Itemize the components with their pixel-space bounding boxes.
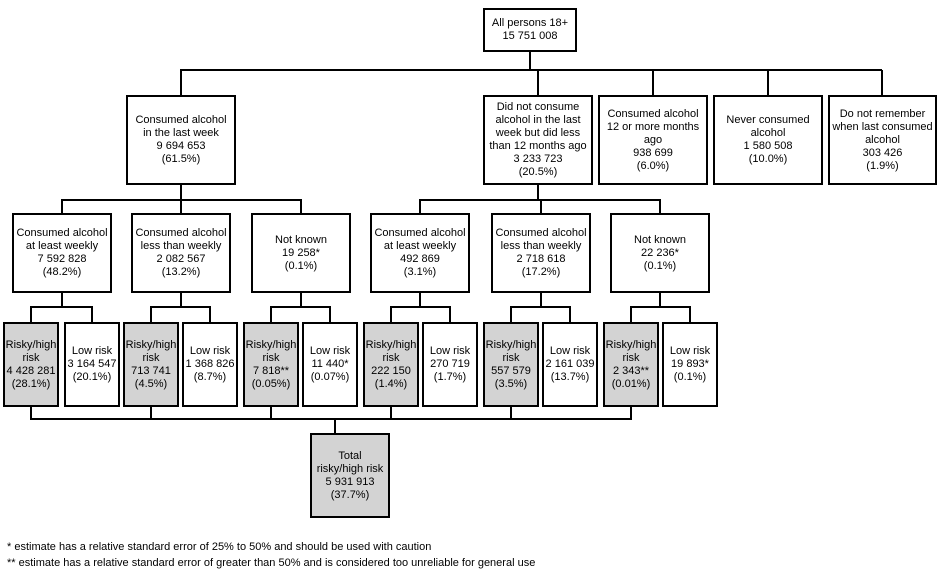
node-all-persons [483, 8, 577, 52]
node-lessweekly-lastweek [131, 213, 231, 293]
node-risky-5 [483, 322, 539, 407]
node-percent: (0.01%) [611, 377, 651, 390]
node-weekly-12months [370, 213, 470, 293]
node-percent: (1.4%) [374, 377, 408, 390]
node-value: 1 580 508 [743, 140, 793, 152]
node-percent: (17.2%) [521, 266, 561, 278]
node-low-6 [662, 322, 718, 407]
node-value: 270 719 [430, 358, 470, 370]
node-percent: (0.1%) [643, 259, 677, 272]
node-value: 1 368 826 [185, 358, 235, 370]
node-value: 7 592 828 [37, 253, 87, 265]
node-percent: (1.7%) [433, 371, 467, 383]
node-label: Risky/high risk [5, 338, 57, 364]
footnote-single-asterisk: * estimate has a relative standard error of 25% to 50% and should be used with caution [7, 541, 432, 553]
node-percent: (13.7%) [550, 371, 590, 383]
node-risky-2 [123, 322, 179, 407]
node-risky-3 [243, 322, 299, 407]
node-low-3 [302, 322, 358, 407]
node-percent: (0.1%) [673, 371, 707, 383]
node-low-1 [64, 322, 120, 407]
node-label: Do not remember when last consumed alcohol [832, 107, 933, 146]
node-label: Low risk [189, 345, 231, 357]
node-do-not-remember [828, 95, 937, 185]
node-risky-4 [363, 322, 419, 407]
node-label: Consumed alcohol at least weekly [374, 227, 466, 252]
node-label: Total risky/high risk [316, 449, 384, 475]
node-percent: (37.7%) [330, 488, 370, 501]
node-percent: (48.2%) [42, 266, 82, 278]
node-total-risky [310, 433, 390, 518]
node-value: 2 082 567 [156, 253, 206, 265]
node-label: Risky/high risk [485, 338, 537, 364]
node-weekly-lastweek [12, 213, 112, 293]
node-not-last-week [483, 95, 593, 185]
node-label: Risky/high risk [365, 338, 417, 364]
node-percent: (10.0%) [748, 153, 788, 165]
node-value: 713 741 [131, 364, 171, 377]
node-value: 19 893* [671, 358, 709, 370]
node-label: Did not consume alcohol in the last week but did less than 12 months ago [489, 101, 587, 152]
node-value: 303 426 [862, 146, 903, 159]
node-value: 22 236* [641, 246, 679, 259]
node-percent: (20.1%) [72, 371, 112, 383]
node-value: 557 579 [491, 364, 531, 377]
node-value: 492 869 [400, 253, 440, 265]
node-value: 9 694 653 [156, 140, 206, 152]
node-value: 2 718 618 [516, 253, 566, 265]
node-label: Risky/high risk [605, 338, 657, 364]
node-never-consumed [713, 95, 823, 185]
node-percent: (1.9%) [866, 159, 899, 172]
node-value: 2 343** [612, 364, 650, 377]
node-value: 11 440* [311, 358, 349, 370]
node-12-or-more-months [598, 95, 708, 185]
node-low-4 [422, 322, 478, 407]
node-percent: (4.5%) [134, 377, 168, 390]
node-value: 3 164 547 [67, 358, 117, 370]
node-percent: (28.1%) [11, 377, 51, 390]
node-value: 19 258* [282, 246, 320, 259]
node-percent: (13.2%) [161, 266, 201, 278]
footnote-double-asterisk: ** estimate has a relative standard error of greater than 50% and is considered too unreliable for general use [7, 557, 536, 569]
node-lessweekly-12months [491, 213, 591, 293]
node-value: 222 150 [371, 364, 411, 377]
node-percent: (0.05%) [251, 377, 291, 390]
node-label: Risky/high risk [125, 338, 177, 364]
node-value: 3 233 723 [513, 153, 563, 165]
node-percent: (8.7%) [193, 371, 227, 383]
node-value: 938 699 [633, 146, 673, 159]
node-label: Consumed alcohol less than weekly [495, 227, 587, 252]
node-consumed-last-week [126, 95, 236, 185]
node-risky-6 [603, 322, 659, 407]
node-label: Never consumed alcohol [726, 114, 810, 139]
node-notknown-lastweek [251, 213, 351, 293]
node-label: Low risk [71, 345, 113, 357]
node-value: 4 428 281 [6, 364, 56, 377]
node-percent: (6.0%) [636, 159, 670, 172]
node-label: Risky/high risk [245, 338, 297, 364]
node-label: Low risk [309, 345, 351, 357]
node-label: Not known [634, 233, 686, 246]
node-label: Not known [275, 233, 327, 246]
node-percent: (20.5%) [518, 166, 558, 178]
node-percent: (3.5%) [494, 377, 528, 390]
node-percent: (0.07%) [310, 371, 350, 383]
node-value: 15 751 008 [502, 30, 558, 42]
node-value: 7 818** [252, 364, 290, 377]
node-value: 2 161 039 [545, 358, 595, 370]
node-percent: (3.1%) [403, 266, 437, 278]
node-percent: (0.1%) [284, 259, 318, 272]
node-value: 5 931 913 [325, 475, 375, 488]
node-percent: (61.5%) [161, 153, 201, 165]
node-label: Consumed alcohol at least weekly [16, 227, 108, 252]
node-low-2 [182, 322, 238, 407]
node-label: Low risk [669, 345, 711, 357]
node-label: Consumed alcohol 12 or more months ago [606, 107, 700, 146]
node-risky-1 [3, 322, 59, 407]
node-label: Consumed alcohol in the last week [135, 114, 227, 139]
node-label: Low risk [549, 345, 591, 357]
node-label: Low risk [429, 345, 471, 357]
node-label: Consumed alcohol less than weekly [135, 227, 227, 252]
node-notknown-12months [610, 213, 710, 293]
node-low-5 [542, 322, 598, 407]
node-label: All persons 18+ [491, 17, 569, 29]
